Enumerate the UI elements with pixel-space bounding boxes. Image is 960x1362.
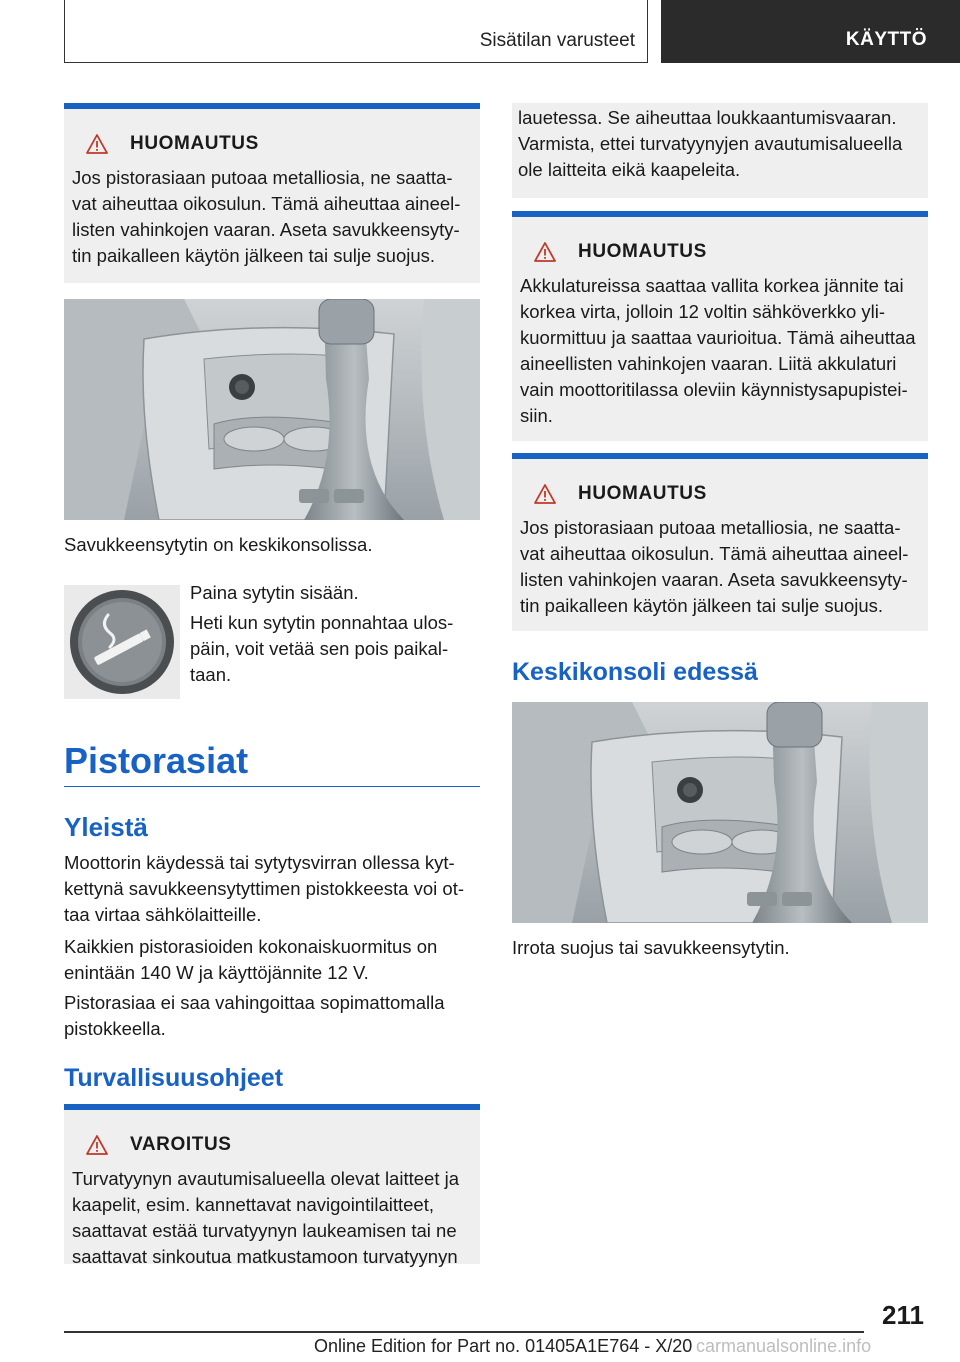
- header-chapter-tab: [661, 0, 960, 63]
- footer-edition: Online Edition for Part no. 01405A1E764 - X/20: [314, 1336, 693, 1356]
- cigarette-lighter-image: [64, 585, 180, 699]
- header-section-title: Sisätilan varusteet: [479, 30, 635, 51]
- warning-title-row: [86, 1134, 472, 1156]
- subheading-front-console: Keskikonsoli edessä: [512, 658, 758, 686]
- notice-box: [512, 211, 928, 441]
- warning-continuation-text: lauetessa. Se aiheuttaa loukkaantumisvaaran. Varmista, ettei turvatyynyjen avautumisalueella ole laitteita eikä kaapeleita.: [518, 107, 903, 180]
- section-heading-sockets: Pistorasiat: [64, 740, 480, 787]
- paragraph-load: Kaikkien pistorasioiden kokonaiskuormitus on enintään 140 W ja käyttöjännite 12 V.: [64, 936, 438, 983]
- notice-title: HUOMAUTUS: [578, 483, 707, 504]
- notice-title-row: [534, 241, 920, 263]
- image-caption-front: Irrota suojus tai savukkeensytytin.: [512, 937, 790, 958]
- warning-triangle-icon: [86, 134, 108, 154]
- pop-out-instruction: Heti kun sytytin ponnahtaa ulos- päin, voit vetää sen pois paikal- taan.: [190, 612, 454, 685]
- notice-title: HUOMAUTUS: [578, 241, 707, 262]
- warning-box: [64, 1104, 480, 1267]
- cigarette-lighter-icon: [64, 585, 180, 699]
- paragraph-power: Moottorin käydessä tai sytytysvirran ollessa kyt- kettynä savukkeensytyttimen pistokkeesta voi ot- taa virtaa sähkölaitteille.: [64, 852, 464, 925]
- page-number: 211: [882, 1300, 924, 1330]
- warning-triangle-icon: [534, 484, 556, 504]
- image-caption-console: Savukkeensytytin on keskikonsolissa.: [64, 534, 373, 555]
- header-chapter-title: KÄYTTÖ: [845, 29, 927, 50]
- notice-box: [512, 453, 928, 631]
- subheading-general: Yleistä: [64, 812, 148, 842]
- press-instruction: Paina sytytin sisään.: [190, 582, 359, 603]
- notice-title: HUOMAUTUS: [130, 133, 259, 154]
- footer-divider: [64, 1331, 864, 1333]
- warning-body: Turvatyynyn avautumisalueella olevat laitteet ja kaapelit, esim. kannettavat navigointilaitteet, saattavat estää turvatyynyn laukeamisen tai ne saattavat sinkoutua matkustamoon turvatyynyn: [72, 1168, 459, 1267]
- notice-body: Jos pistorasiaan putoaa metalliosia, ne saatta- vat aiheuttaa oikosulun. Tämä aiheuttaa aineel- listen vahinkojen vaaran. Aseta savukkeensyty- tin paikalleen käytön jälkeen tai sulje suojus.: [72, 167, 461, 266]
- warning-triangle-icon: [86, 1135, 108, 1155]
- footer-watermark: carmanualsonline.info: [696, 1336, 872, 1356]
- subheading-safety: Turvallisuusohjeet: [64, 1064, 284, 1092]
- warning-continuation: [512, 103, 928, 198]
- warning-triangle-icon: [534, 242, 556, 262]
- center-console-image: [64, 299, 480, 520]
- warning-title: VAROITUS: [130, 1134, 232, 1155]
- notice-body: Jos pistorasiaan putoaa metalliosia, ne saatta- vat aiheuttaa oikosulun. Tämä aiheuttaa aineel- listen vahinkojen vaaran. Aseta savukkeensyty- tin paikalleen käytön jälkeen tai sulje suojus.: [520, 517, 909, 616]
- header-section-tab: [64, 0, 648, 63]
- notice-title-row: [86, 133, 472, 155]
- notice-title-row: [534, 483, 920, 505]
- paragraph-plug: Pistorasiaa ei saa vahingoittaa sopimattomalla pistokkeella.: [64, 992, 445, 1039]
- front-console-image: [512, 702, 928, 923]
- notice-body: Akkulatureissa saattaa vallita korkea jännite tai korkea virta, jolloin 12 voltin sähköverkko yli- kuormittuu ja saattaa vaurioitua. Tämä aiheuttaa aineellisten vahinkojen vaaran. Liitä akkulaturi vain moottoritilassa oleviin käynnistysapupistei- siin.: [520, 275, 916, 426]
- notice-box: [64, 103, 480, 283]
